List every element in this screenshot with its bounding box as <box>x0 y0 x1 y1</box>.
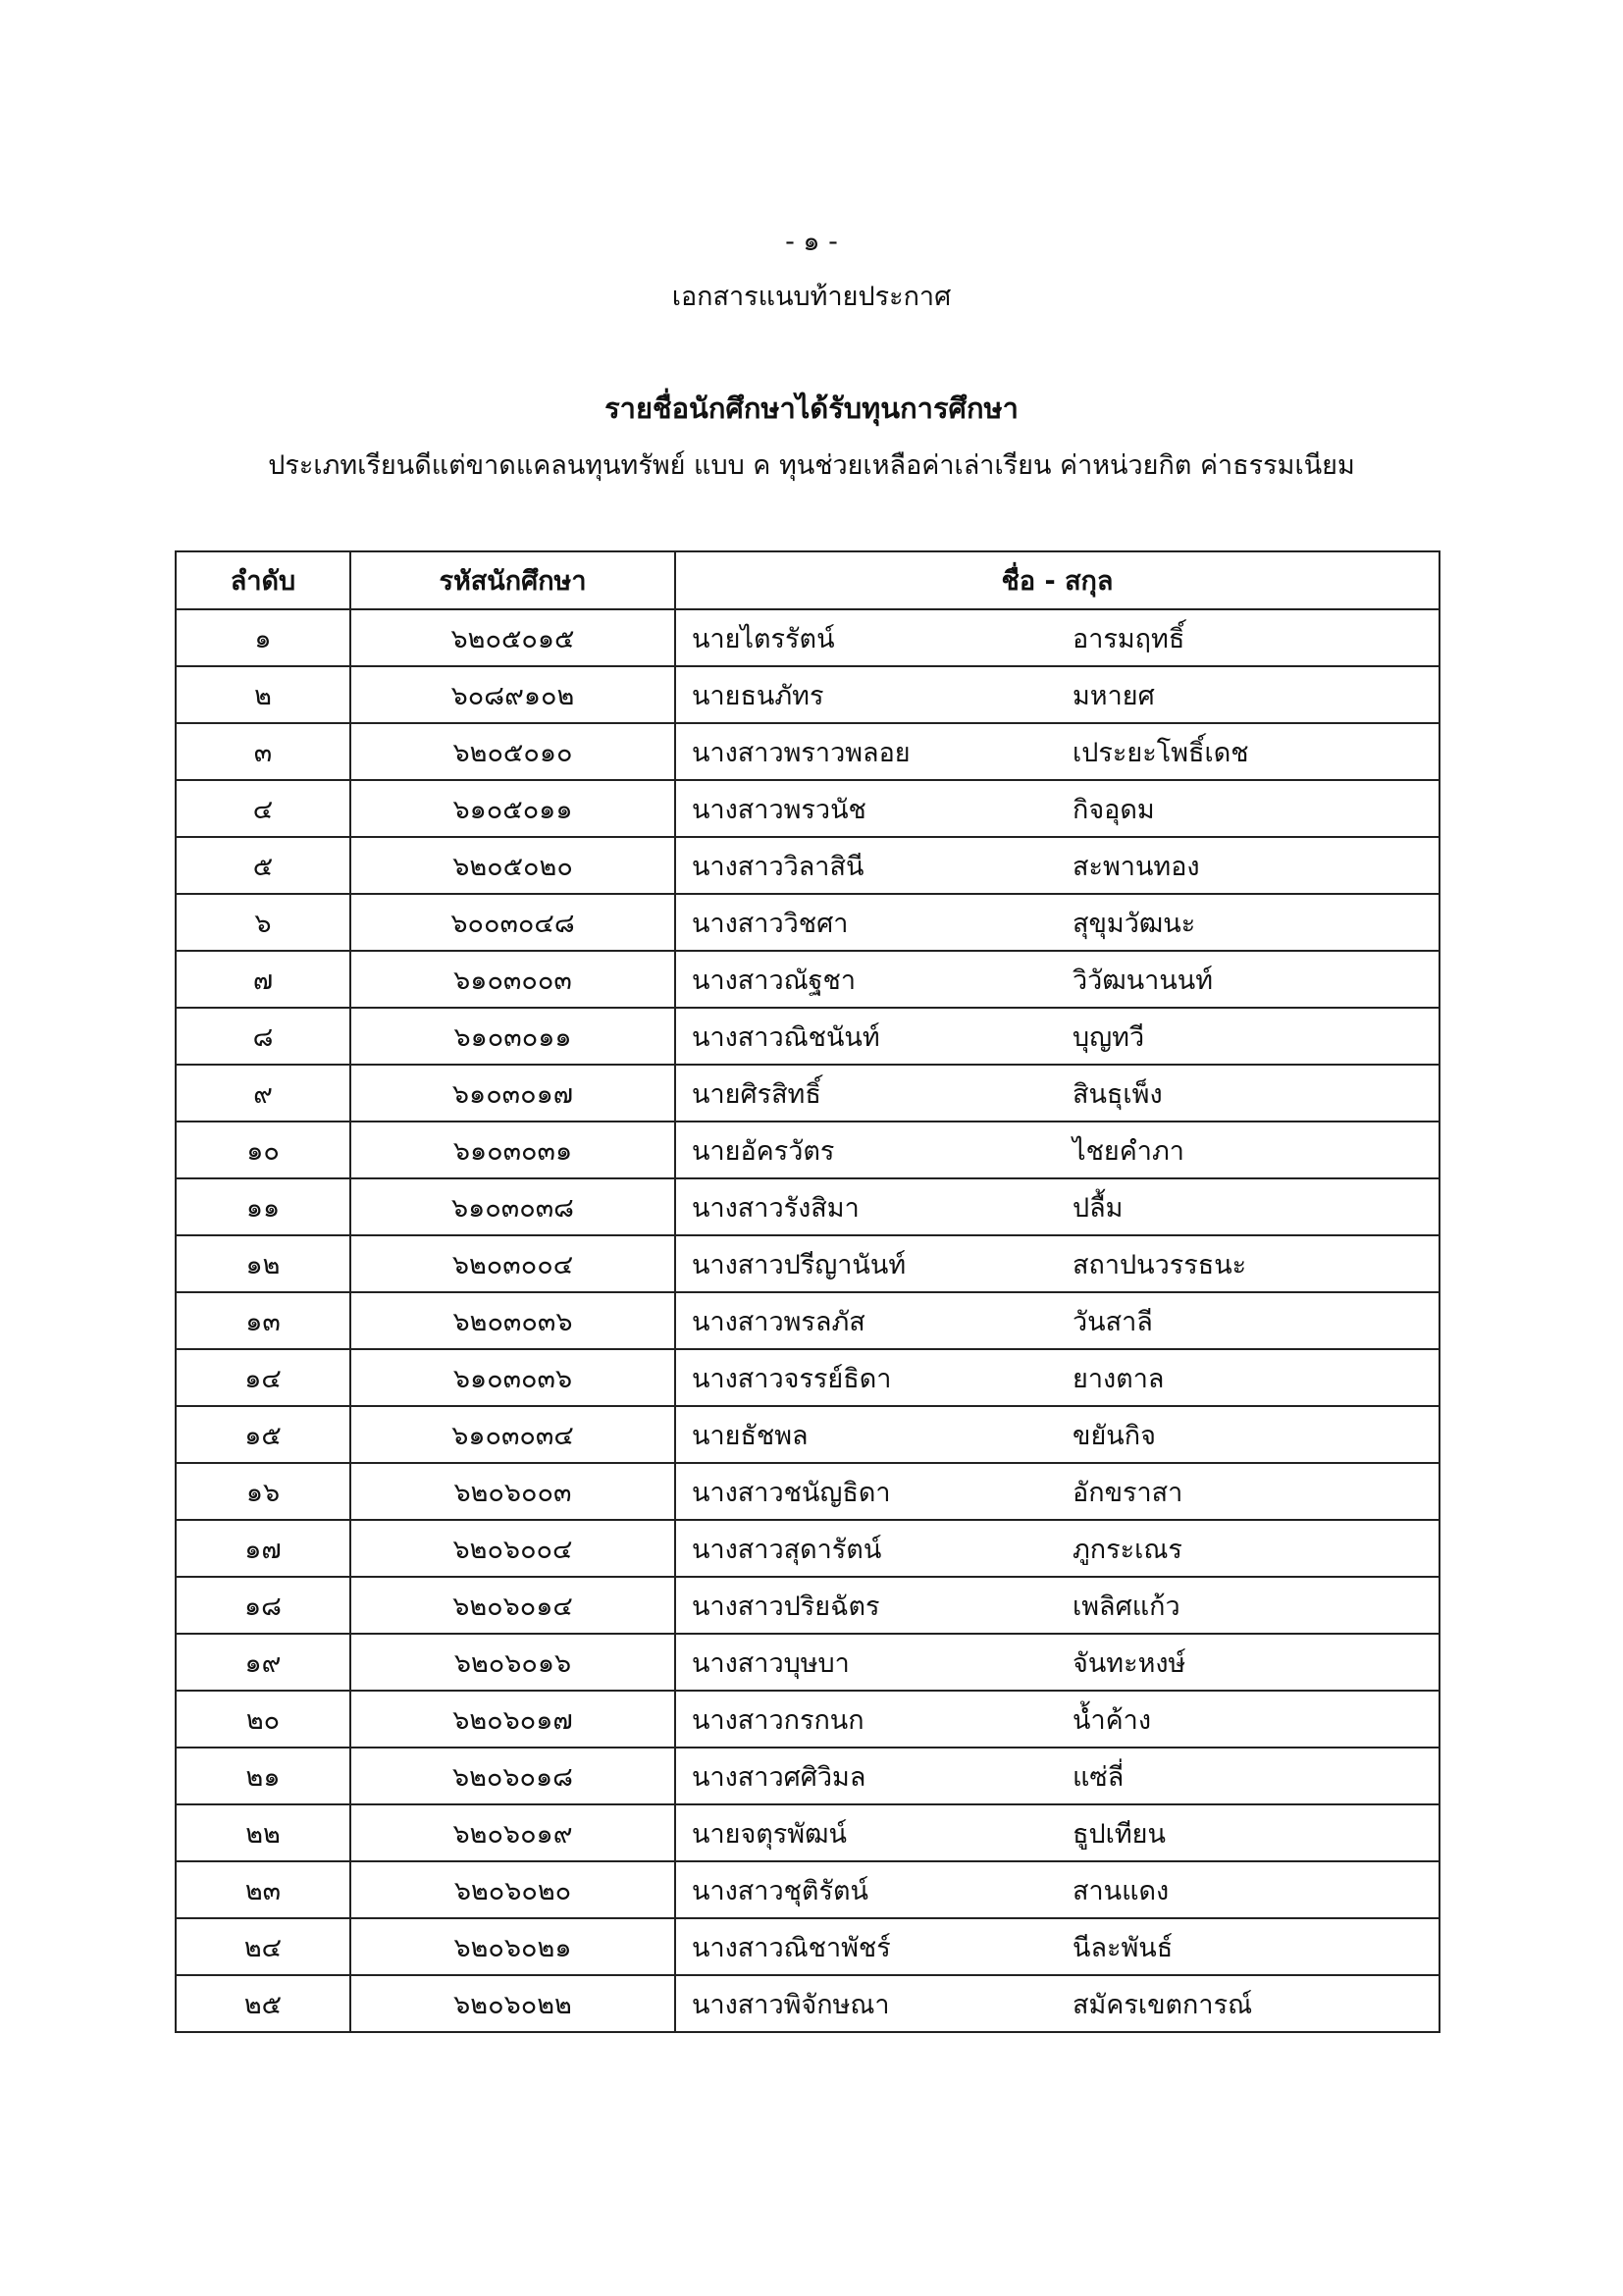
row-fullname <box>675 1008 1440 1065</box>
row-last-name: เพลิศแก้ว <box>1073 1591 1180 1622</box>
row-student-id: ๖๒๐๕๐๑๐ <box>350 723 675 780</box>
table-row <box>176 1349 1440 1406</box>
row-student-id: ๖๑๐๓๐๑๑ <box>350 1008 675 1065</box>
header-seq: ลำดับ <box>176 551 350 609</box>
row-first-name: นางสาวปรีญานันท์ <box>692 1249 907 1280</box>
document-title: รายชื่อนักศึกษาได้รับทุนการศึกษา <box>604 391 1019 425</box>
row-last-name: ธูปเทียน <box>1073 1818 1166 1850</box>
row-last-name: ไชยคำภา <box>1073 1135 1184 1167</box>
row-first-name: นายจตุรพัฒน์ <box>692 1818 847 1850</box>
row-first-name: นางสาวรังสิมา <box>692 1192 860 1224</box>
row-fullname <box>675 951 1440 1008</box>
header-name: ชื่อ - สกุล <box>675 551 1440 609</box>
row-student-id: ๖๒๐๖๐๑๖ <box>350 1634 675 1691</box>
row-fullname <box>675 837 1440 894</box>
row-seq: ๑ <box>176 609 350 666</box>
row-last-name: วันสาลี <box>1073 1306 1153 1337</box>
row-fullname <box>675 1349 1440 1406</box>
table-row <box>176 1691 1440 1748</box>
row-fullname <box>675 1691 1440 1748</box>
row-seq: ๒ <box>176 666 350 723</box>
row-last-name: น้ำค้าง <box>1073 1704 1152 1736</box>
row-first-name: นางสาววิชศา <box>692 908 849 939</box>
row-fullname <box>675 666 1440 723</box>
row-student-id: ๖๑๐๓๐๐๓ <box>350 951 675 1008</box>
row-last-name: ขยันกิจ <box>1073 1420 1156 1451</box>
row-last-name: สมัครเขตการณ์ <box>1073 1989 1253 2020</box>
row-fullname <box>675 1577 1440 1634</box>
row-seq: ๑๑ <box>176 1178 350 1235</box>
row-student-id: ๖๒๐๖๐๑๗ <box>350 1691 675 1748</box>
table-row <box>176 1804 1440 1861</box>
row-first-name: นางสาวพรวนัช <box>692 794 866 825</box>
row-first-name: นางสาวณัฐชา <box>692 965 857 996</box>
row-last-name: สินธุเพ็ง <box>1073 1078 1163 1110</box>
row-seq: ๗ <box>176 951 350 1008</box>
row-seq: ๑๕ <box>176 1406 350 1463</box>
row-first-name: นายศิรสิทธิ์ <box>692 1078 821 1110</box>
row-last-name: กิจอุดม <box>1073 794 1155 825</box>
table-row <box>176 1292 1440 1349</box>
row-student-id: ๖๑๐๓๐๓๘ <box>350 1178 675 1235</box>
table-row <box>176 894 1440 951</box>
row-student-id: ๖๒๐๖๐๒๑ <box>350 1918 675 1975</box>
row-seq: ๑๓ <box>176 1292 350 1349</box>
row-first-name: นางสาวพิจักษณา <box>692 1989 890 2020</box>
row-first-name: นางสาวพราวพลอย <box>692 737 911 768</box>
row-last-name: เประยะโพธิ์เดช <box>1073 737 1249 768</box>
row-seq: ๒๔ <box>176 1918 350 1975</box>
row-fullname <box>675 1235 1440 1292</box>
row-last-name: แซ่ลี่ <box>1073 1761 1125 1793</box>
row-fullname <box>675 1406 1440 1463</box>
row-seq: ๓ <box>176 723 350 780</box>
row-student-id: ๖๒๐๓๐๓๖ <box>350 1292 675 1349</box>
row-student-id: ๖๑๐๓๐๓๑ <box>350 1122 675 1178</box>
table-row <box>176 1463 1440 1520</box>
table-row <box>176 666 1440 723</box>
row-last-name: ปลื้ม <box>1073 1192 1124 1224</box>
row-seq: ๑๐ <box>176 1122 350 1178</box>
row-last-name: วิวัฒนานนท์ <box>1073 965 1214 996</box>
row-fullname <box>675 723 1440 780</box>
row-seq: ๙ <box>176 1065 350 1122</box>
row-fullname <box>675 609 1440 666</box>
row-first-name: นางสาวปริยฉัตร <box>692 1591 880 1622</box>
table-row <box>176 1235 1440 1292</box>
row-seq: ๑๖ <box>176 1463 350 1520</box>
row-seq: ๑๗ <box>176 1520 350 1577</box>
row-first-name: นางสาวกรกนก <box>692 1704 864 1736</box>
row-last-name: ยางตาล <box>1073 1363 1165 1394</box>
row-first-name: นางสาวชนัญธิดา <box>692 1477 891 1508</box>
row-last-name: ภูกระเณร <box>1073 1534 1182 1565</box>
table-row <box>176 1918 1440 1975</box>
row-last-name: อารมฤทธิ์ <box>1073 623 1185 654</box>
row-fullname <box>675 780 1440 837</box>
row-seq: ๔ <box>176 780 350 837</box>
attachment-label: เอกสารแนบท้ายประกาศ <box>671 282 952 312</box>
table-row <box>176 1861 1440 1918</box>
document-subtitle: ประเภทเรียนดีแต่ขาดแคลนทุนทรัพย์ แบบ ค ทุนช่วยเหลือค่าเล่าเรียน ค่าหน่วยกิต ค่าธรรมเนียม <box>268 450 1355 481</box>
row-fullname <box>675 1861 1440 1918</box>
row-student-id: ๖๒๐๖๐๑๙ <box>350 1804 675 1861</box>
row-last-name: สถาปนวรรธนะ <box>1073 1249 1247 1280</box>
row-student-id: ๖๒๐๓๐๐๔ <box>350 1235 675 1292</box>
table-row <box>176 1008 1440 1065</box>
header-student-id: รหัสนักศึกษา <box>350 551 675 609</box>
row-first-name: นายอัครวัตร <box>692 1135 835 1167</box>
table-header-row <box>176 551 1440 609</box>
row-seq: ๒๑ <box>176 1748 350 1804</box>
table-body <box>176 609 1440 2032</box>
row-last-name: จันทะหงษ์ <box>1073 1647 1186 1679</box>
row-seq: ๕ <box>176 837 350 894</box>
row-fullname <box>675 1520 1440 1577</box>
table-row <box>176 1975 1440 2032</box>
row-seq: ๑๘ <box>176 1577 350 1634</box>
row-fullname <box>675 1918 1440 1975</box>
row-first-name: นางสาวบุษบา <box>692 1647 850 1679</box>
row-student-id: ๖๐๘๙๑๐๒ <box>350 666 675 723</box>
row-fullname <box>675 1634 1440 1691</box>
row-fullname <box>675 1122 1440 1178</box>
row-student-id: ๖๑๐๓๐๓๔ <box>350 1406 675 1463</box>
scholarship-table <box>175 550 1440 2033</box>
table-row <box>176 951 1440 1008</box>
row-seq: ๑๒ <box>176 1235 350 1292</box>
table-row <box>176 1406 1440 1463</box>
row-seq: ๘ <box>176 1008 350 1065</box>
row-first-name: นางสาวจรรย์ธิดา <box>692 1363 892 1394</box>
row-last-name: อักขราสา <box>1073 1477 1183 1508</box>
row-first-name: นายธนภัทร <box>692 680 824 711</box>
row-first-name: นางสาวพรลภัส <box>692 1306 865 1337</box>
table-row <box>176 1520 1440 1577</box>
row-seq: ๖ <box>176 894 350 951</box>
row-seq: ๒๒ <box>176 1804 350 1861</box>
row-seq: ๒๐ <box>176 1691 350 1748</box>
table-row <box>176 780 1440 837</box>
row-student-id: ๖๑๐๕๐๑๑ <box>350 780 675 837</box>
row-fullname <box>675 1178 1440 1235</box>
row-fullname <box>675 1463 1440 1520</box>
row-student-id: ๖๑๐๓๐๓๖ <box>350 1349 675 1406</box>
row-student-id: ๖๒๐๕๐๒๐ <box>350 837 675 894</box>
row-last-name: สานแดง <box>1073 1875 1170 1906</box>
row-seq: ๑๔ <box>176 1349 350 1406</box>
row-first-name: นางสาวชุติรัตน์ <box>692 1875 868 1906</box>
row-first-name: นายไตรรัตน์ <box>692 623 835 654</box>
row-fullname <box>675 1804 1440 1861</box>
table-row <box>176 1122 1440 1178</box>
row-student-id: ๖๐๐๓๐๔๘ <box>350 894 675 951</box>
row-seq: ๑๙ <box>176 1634 350 1691</box>
row-last-name: บุญทวี <box>1073 1021 1145 1053</box>
row-first-name: นางสาววิลาสินี <box>692 851 864 882</box>
row-fullname <box>675 894 1440 951</box>
row-seq: ๒๕ <box>176 1975 350 2032</box>
row-first-name: นางสาวสุดารัตน์ <box>692 1534 882 1565</box>
table-row <box>176 609 1440 666</box>
row-fullname <box>675 1748 1440 1804</box>
row-seq: ๒๓ <box>176 1861 350 1918</box>
page-number: - ๑ - <box>785 227 838 257</box>
table-row <box>176 1065 1440 1122</box>
row-last-name: นีละพันธ์ <box>1073 1932 1174 1963</box>
row-first-name: นางสาวณิชนันท์ <box>692 1021 880 1053</box>
row-student-id: ๖๒๐๖๐๒๒ <box>350 1975 675 2032</box>
table-row <box>176 837 1440 894</box>
row-student-id: ๖๒๐๖๐๐๔ <box>350 1520 675 1577</box>
table-row <box>176 1634 1440 1691</box>
row-student-id: ๖๒๐๕๐๑๕ <box>350 609 675 666</box>
row-student-id: ๖๑๐๓๐๑๗ <box>350 1065 675 1122</box>
row-student-id: ๖๒๐๖๐๑๔ <box>350 1577 675 1634</box>
row-fullname <box>675 1975 1440 2032</box>
row-first-name: นางสาวศศิวิมล <box>692 1761 866 1793</box>
row-student-id: ๖๒๐๖๐๒๐ <box>350 1861 675 1918</box>
row-last-name: สุขุมวัฒนะ <box>1073 908 1196 939</box>
table-row <box>176 1178 1440 1235</box>
row-last-name: มหายศ <box>1073 680 1155 711</box>
table-row <box>176 1748 1440 1804</box>
row-first-name: นางสาวณิชาพัชร์ <box>692 1932 891 1963</box>
row-student-id: ๖๒๐๖๐๐๓ <box>350 1463 675 1520</box>
row-fullname <box>675 1065 1440 1122</box>
row-student-id: ๖๒๐๖๐๑๘ <box>350 1748 675 1804</box>
table-row <box>176 723 1440 780</box>
row-last-name: สะพานทอง <box>1073 851 1200 882</box>
row-first-name: นายธัชพล <box>692 1420 809 1451</box>
table-row <box>176 1577 1440 1634</box>
row-fullname <box>675 1292 1440 1349</box>
